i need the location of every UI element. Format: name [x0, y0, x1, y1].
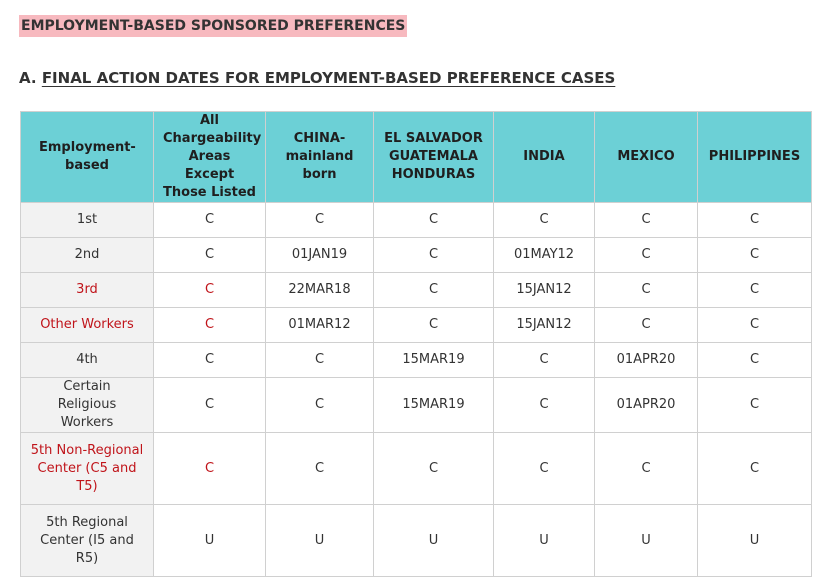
table-row	[21, 308, 812, 343]
row-category: 2nd	[21, 238, 154, 273]
header-mexico: MEXICO	[595, 112, 698, 203]
table-cell: 01JAN19	[266, 238, 374, 273]
table-cell: C	[374, 273, 494, 308]
table-cell: C	[154, 308, 266, 343]
table-row	[21, 378, 812, 433]
table-cell: 15JAN12	[494, 308, 595, 343]
table-cell: 01APR20	[595, 378, 698, 433]
row-category: Certain Religious Workers	[21, 378, 154, 433]
row-category: 4th	[21, 343, 154, 378]
row-category: 5th Non-Regional Center (C5 and T5)	[21, 433, 154, 505]
table-row	[21, 273, 812, 308]
final-action-dates-table	[20, 111, 812, 577]
table-cell: C	[374, 238, 494, 273]
table-cell: 22MAR18	[266, 273, 374, 308]
table-cell: C	[374, 308, 494, 343]
table-cell: U	[154, 505, 266, 577]
table-cell: C	[374, 203, 494, 238]
table-cell: 01MAY12	[494, 238, 595, 273]
table-cell: C	[494, 433, 595, 505]
row-category: 1st	[21, 203, 154, 238]
page-banner: EMPLOYMENT-BASED SPONSORED PREFERENCES	[19, 15, 407, 37]
table-cell: C	[595, 273, 698, 308]
table-cell: U	[266, 505, 374, 577]
table-cell: C	[374, 433, 494, 505]
table-cell: C	[494, 343, 595, 378]
header-philippines: PHILIPPINES	[698, 112, 812, 203]
table-cell: 15MAR19	[374, 378, 494, 433]
table-cell: 15JAN12	[494, 273, 595, 308]
table-cell: C	[154, 378, 266, 433]
section-prefix: A.	[19, 69, 42, 87]
table-cell: U	[374, 505, 494, 577]
table-cell: C	[154, 203, 266, 238]
table-cell: C	[266, 433, 374, 505]
table-cell: C	[698, 433, 812, 505]
header-india: INDIA	[494, 112, 595, 203]
table-cell: C	[494, 378, 595, 433]
table-cell: C	[266, 203, 374, 238]
table-cell: U	[698, 505, 812, 577]
table-row	[21, 343, 812, 378]
table-cell: U	[494, 505, 595, 577]
table-cell: C	[595, 238, 698, 273]
table-cell: C	[595, 433, 698, 505]
table-cell: C	[595, 308, 698, 343]
table-cell: U	[595, 505, 698, 577]
table-cell: C	[154, 343, 266, 378]
table-cell: C	[154, 433, 266, 505]
table-cell: 01MAR12	[266, 308, 374, 343]
header-china: CHINA-mainland born	[266, 112, 374, 203]
table-cell: C	[154, 273, 266, 308]
table-cell: C	[698, 308, 812, 343]
table-cell: C	[698, 378, 812, 433]
header-employment-based: Employment-based	[21, 112, 154, 203]
table-cell: 15MAR19	[374, 343, 494, 378]
table-cell: C	[154, 238, 266, 273]
table-row	[21, 203, 812, 238]
header-el-salvador-guatemala-honduras: EL SALVADOR GUATEMALA HONDURAS	[374, 112, 494, 203]
table-header-row	[21, 112, 812, 203]
table-cell: C	[266, 343, 374, 378]
table-cell: C	[698, 238, 812, 273]
header-all-chargeability: All Chargeability Areas Except Those Listed	[154, 112, 266, 203]
table-cell: C	[494, 203, 595, 238]
table-cell: C	[595, 203, 698, 238]
section-title: FINAL ACTION DATES FOR EMPLOYMENT-BASED PREFERENCE CASES	[41, 69, 616, 87]
table-cell: C	[698, 343, 812, 378]
table-cell: C	[698, 203, 812, 238]
row-category: 3rd	[21, 273, 154, 308]
table-cell: C	[266, 378, 374, 433]
row-category: 5th Regional Center (I5 and R5)	[21, 505, 154, 577]
table-row	[21, 505, 812, 577]
table-row	[21, 433, 812, 505]
row-category: Other Workers	[21, 308, 154, 343]
section-heading	[19, 67, 615, 89]
table-row	[21, 238, 812, 273]
table-cell: C	[698, 273, 812, 308]
table-cell: 01APR20	[595, 343, 698, 378]
